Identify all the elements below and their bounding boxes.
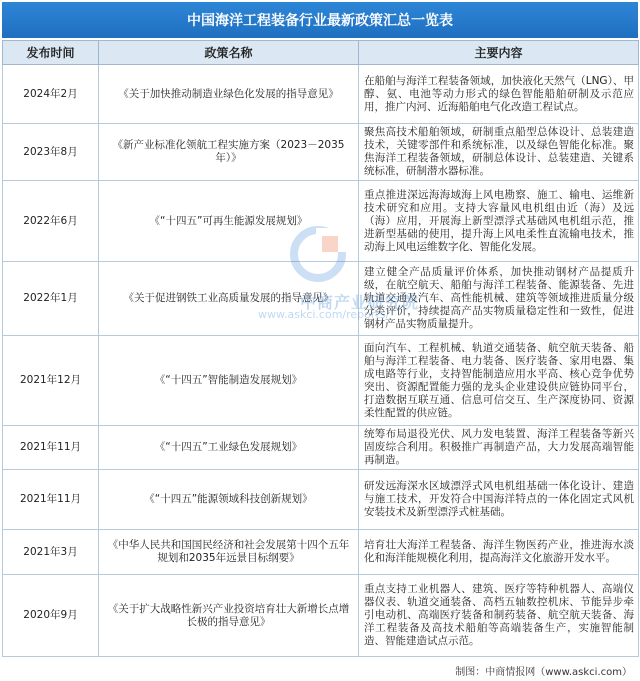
row-date: 2021年12月: [3, 336, 99, 426]
row-content: 统筹布局退役光伏、风力发电装置、海洋工程装备等新兴固废综合利用。积极推广再制造产品，大力发展高端智能再制造。: [359, 426, 639, 470]
row-policy-name: 《“十四五”可再生能源发展规划》: [99, 181, 359, 262]
row-date: 2020年9月: [3, 575, 99, 657]
row-content: 面向汽车、工程机械、轨道交通装备、航空航天装备、船舶与海洋工程装备、电力装备、医疗装备、家用电器、集成电路等行业，支持智能制造应用水平高、核心竞争优势突出、资源配置能力强的龙头企业建设供应链协同平台，打造数据互联互通、信息可信交互、生产深度协同、资源柔性配置的供应链。: [359, 336, 639, 426]
row-content: 建立健全产品质量评价体系，加快推动钢材产品提质升级，在航空航天、船舶与海洋工程装备、能源装备、先进轨道交通及汽车、高性能机械、建筑等领域推进质量分级分类评价，持续提高产品实物质量稳定性和一致性，促进钢材产品实物质量提升。: [359, 262, 639, 336]
table-row: [3, 470, 639, 530]
watermark-logo-icon: [290, 226, 346, 282]
row-policy-name: 《“十四五”智能制造发展规划》: [99, 336, 359, 426]
table-row: [3, 575, 639, 657]
row-date: 2022年1月: [3, 262, 99, 336]
row-policy-name: 《关于加快推动制造业绿色化发展的指导意见》: [99, 65, 359, 124]
watermark-url: www.askci.com/reports/: [258, 308, 390, 321]
row-content: 重点支持工业机器人、建筑、医疗等特种机器人、高端仪器仪表、轨道交通装备、高档五轴数控机床、节能异步牵引电动机、高端医疗装备和制药装备、航空航天装备、海洋工程装备及高技术船舶等高端装备生产，实施智能制造、智能建造试点示范。: [359, 575, 639, 657]
header-name: 政策名称: [99, 41, 359, 65]
row-policy-name: 《关于促进钢铁工业高质量发展的指导意见》: [99, 262, 359, 336]
table-row: [3, 336, 639, 426]
source-caption: 制图：中商情报网（www.askci.com）: [455, 667, 632, 678]
row-date: 2024年2月: [3, 65, 99, 124]
row-date: 2023年8月: [3, 124, 99, 181]
row-policy-name: 《“十四五”能源领域科技创新规划》: [99, 470, 359, 530]
table-row: [3, 530, 639, 575]
row-policy-name: 《关于扩大战略性新兴产业投资培育壮大新增长点增长极的指导意见》: [99, 575, 359, 657]
table-row: [3, 426, 639, 470]
row-policy-name: 《“十四五”工业绿色发展规划》: [99, 426, 359, 470]
row-date: 2021年3月: [3, 530, 99, 575]
watermark-text: 中商产业研究院: [300, 293, 420, 312]
row-content: 聚焦高技术船舶领域，研制重点船型总体设计、总装建造技术，关键零部件和系统标准，以及绿色智能化标准。聚焦海洋工程装备领域，研制总体设计、总装建造、关键系统标准，研制潜水器标准。: [359, 124, 639, 181]
header-content: 主要内容: [359, 41, 639, 65]
row-content: 研发远海深水区域漂浮式风电机组基础一体化设计、建造与施工技术，开发符合中国海洋特点的一体化固定式风机安装技术及新型漂浮式桩基础。: [359, 470, 639, 530]
row-policy-name: 《新产业标准化领航工程实施方案（2023－2035年）》: [99, 124, 359, 181]
table-row: [3, 124, 639, 181]
row-content: 重点推进深远海海域海上风电勘察、施工、输电、运维新技术研究和应用。支持大容量风电机组由近（海）及远（海）应用，开展海上新型漂浮式基础风电机组示范，推进新型基础的使用，提升海上风电柔性直流输电技术，推动海上风电运维数字化、智能化发展。: [359, 181, 639, 262]
row-content: 培育壮大海洋工程装备、海洋生物医药产业，推进海水淡化和海洋能规模化利用，提高海洋文化旅游开发水平。: [359, 530, 639, 575]
table-header-row: [3, 41, 639, 65]
row-date: 2021年11月: [3, 426, 99, 470]
policy-table: [2, 40, 639, 657]
table-title: 中国海洋工程装备行业最新政策汇总一览表: [2, 2, 638, 38]
row-content: 在船舶与海洋工程装备领域，加快液化天然气（LNG）、甲醇、氨、电池等动力形式的绿色智能船舶研制及示范应用，推广内河、近海船舶电气化改造工程试点。: [359, 65, 639, 124]
row-date: 2021年11月: [3, 470, 99, 530]
row-policy-name: 《中华人民共和国国民经济和社会发展第十四个五年规划和2035年远景目标纲要》: [99, 530, 359, 575]
table-row: [3, 65, 639, 124]
row-date: 2022年6月: [3, 181, 99, 262]
header-date: 发布时间: [3, 41, 99, 65]
